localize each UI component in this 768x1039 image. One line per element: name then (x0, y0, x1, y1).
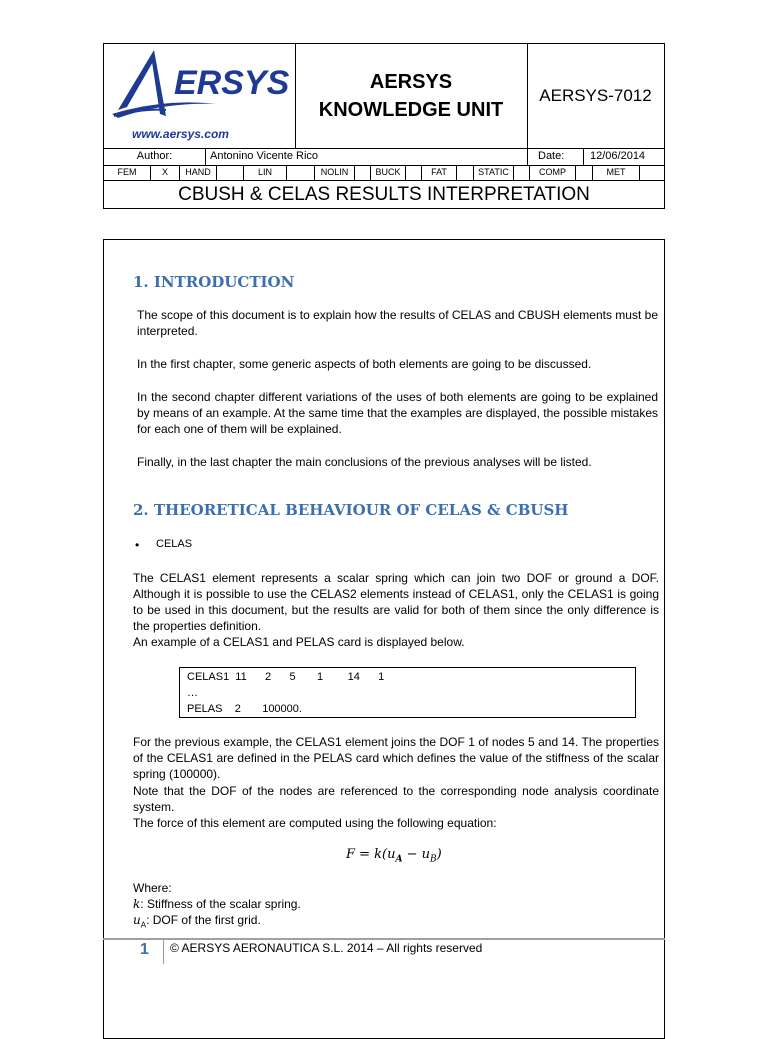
definition-k-text: : Stiffness of the scalar spring. (140, 897, 301, 911)
where-label: Where: (133, 881, 172, 895)
copyright-notice: © AERSYS AERONAUTICA S.L. 2014 – All rights reserved (170, 941, 483, 955)
aersys-logo (104, 44, 296, 148)
definition-ua-text: : DOF of the first grid. (146, 913, 261, 927)
tag-cell (406, 165, 422, 180)
document-code: AERSYS-7012 (539, 86, 652, 105)
footer-vertical-divider (163, 940, 164, 964)
bullet-icon: • (135, 538, 140, 552)
author-row (104, 148, 664, 166)
section-1-heading: 1. INTRODUCTION (133, 273, 295, 291)
page-number: 1 (140, 941, 149, 958)
equation-text: F = k(u (346, 847, 396, 862)
tag-cell: LIN (244, 165, 287, 180)
author-label: Author: (104, 148, 206, 165)
bullet-celas: CELAS (156, 538, 193, 550)
intro-paragraph-3: In the second chapter different variations of the uses of both elements are going to be explained by means of an example. At the same time that the examples are displayed, the possible mistakes for each one of them will be explained. (137, 390, 658, 436)
tag-cell (514, 165, 530, 180)
symbol-u-subscript: A (140, 920, 147, 930)
celas-paragraph-2: An example of a CELAS1 and PELAS card is displayed below. (133, 635, 465, 649)
definition-ua (133, 912, 633, 933)
tag-cell: X (151, 165, 180, 180)
force-equation: $F = k(u_A - u_B)$ (346, 847, 442, 865)
symbol-u: u (133, 913, 141, 927)
tag-cell: COMP (530, 165, 576, 180)
tag-cell: FEM (104, 165, 151, 180)
document-title: CBUSH & CELAS RESULTS INTERPRETATION (178, 184, 590, 205)
celas-paragraph-4: Note that the DOF of the nodes are referenced to the corresponding node analysis coordinate system. (133, 784, 659, 814)
logo-wordmark: ERSYS (174, 64, 290, 102)
celas-paragraph-1: The CELAS1 element represents a scalar spring which can join two DOF or ground a DOF. Although it is possible to use the CELAS2 elements instead of CELAS1, only the CELAS1 is going to be used in this document, but the results are valid for both of them since the only difference is the properties definition. (133, 571, 659, 633)
tag-cell: MET (593, 165, 640, 180)
tag-cell (287, 165, 315, 180)
symbol-k: k (133, 897, 141, 911)
category-tags-row (104, 165, 664, 181)
tag-cell (640, 165, 664, 180)
tag-cell: STATIC (474, 165, 514, 180)
section-2-heading: 2. THEORETICAL BEHAVIOUR OF CELAS & CBUSH (133, 501, 569, 519)
code-line-2: … (187, 687, 198, 699)
intro-paragraph-1: The scope of this document is to explain how the results of CELAS and CBUSH elements must be interpreted. (137, 308, 658, 338)
code-line-1: CELAS1 11 2 5 1 14 1 (187, 671, 385, 683)
date-value: 12/06/2014 (590, 150, 646, 162)
tag-cell (355, 165, 371, 180)
footer-divider-line (103, 938, 665, 940)
celas-card-code-box (179, 667, 636, 718)
logo-url: www.aersys.com (132, 127, 229, 141)
header-top-row (104, 44, 664, 149)
intro-paragraph-4: Finally, in the last chapter the main conclusions of the previous analyses will be listed. (137, 455, 592, 469)
tag-cell: FAT (422, 165, 457, 180)
intro-paragraph-2: In the first chapter, some generic aspects of both elements are going to be discussed. (137, 357, 592, 371)
tag-cell: BUCK (371, 165, 406, 180)
header-title-line1: AERSYS (369, 71, 453, 93)
document-header-table (103, 43, 665, 209)
aersys-logo-icon (104, 44, 295, 148)
header-title (295, 44, 528, 148)
celas-paragraph-5: The force of this element are computed using the following equation: (133, 816, 497, 830)
tag-cell (576, 165, 593, 180)
header-title-line2: KNOWLEDGE UNIT (318, 99, 504, 121)
tag-cell: HAND (180, 165, 217, 180)
tag-cell (457, 165, 474, 180)
celas-paragraph-3: For the previous example, the CELAS1 element joins the DOF 1 of nodes 5 and 14. The properties of the CELAS1 are defined in the PELAS card which defines the value of the stiffness of the scalar spring (100000). (133, 735, 659, 781)
code-line-3: PELAS 2 100000. (187, 703, 302, 715)
date-label: Date: (528, 148, 584, 165)
tag-cell (217, 165, 244, 180)
definition-k (133, 896, 633, 912)
author-name: Antonino Vicente Rico (206, 148, 528, 165)
tag-cell: NOLIN (315, 165, 355, 180)
